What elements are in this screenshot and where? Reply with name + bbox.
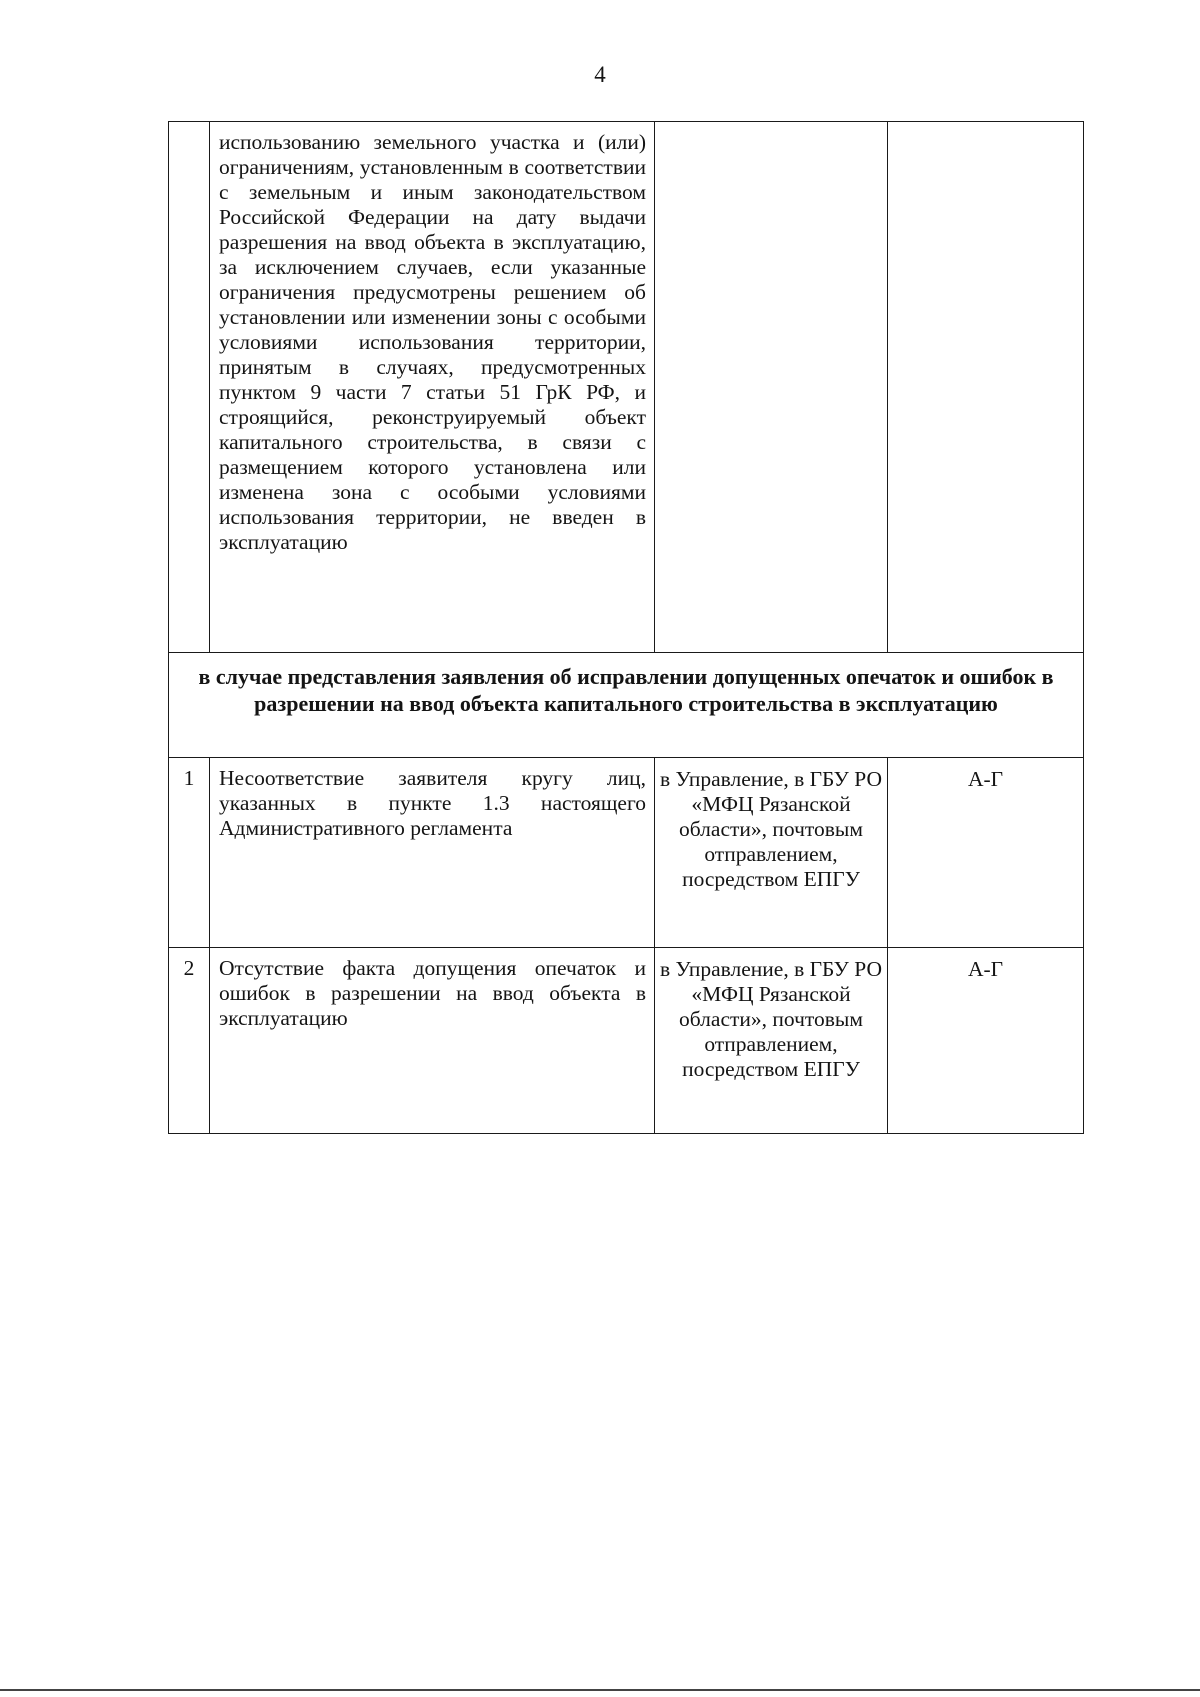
section-row bbox=[169, 653, 1084, 758]
refusal-grounds-table bbox=[168, 121, 1084, 1134]
row-number-cell bbox=[169, 122, 210, 653]
submission-place-cell: в Управление, в ГБУ РО «МФЦ Рязанской области», почтовым отправлением, посредством ЕПГУ bbox=[655, 758, 888, 948]
table-row bbox=[169, 948, 1084, 1134]
reason-cell: использованию земельного участка и (или) ограничениям, установленным в соответствии с земельным и иным законодательством Российской Федерации на дату выдачи разрешения на ввод объекта в эксплуатацию, за исключением случаев, если указанные ограничения предусмотрены решением об установлении или изменении зоны с особыми условиями использования территории, принятым в случаях, предусмотренных пунктом 9 части 7 статьи 51 ГрК РФ, и строящийся, реконструируемый объект капитального строительства, в связи с размещением которого установлена или изменена зона с особыми условиями использования территории, не введен в эксплуатацию bbox=[210, 122, 655, 653]
actions-cell bbox=[888, 122, 1084, 653]
submission-place-cell bbox=[655, 122, 888, 653]
row-number: 1 bbox=[169, 758, 210, 948]
bottom-border-line bbox=[0, 1689, 1200, 1691]
section-heading: в случае представления заявления об исправлении допущенных опечаток и ошибок в разрешении на ввод объекта капитального строительства в эксплуатацию bbox=[169, 653, 1084, 758]
reason-cell: Отсутствие факта допущения опечаток и ошибок в разрешении на ввод объекта в эксплуатацию bbox=[210, 948, 655, 1134]
table-row bbox=[169, 758, 1084, 948]
table-row bbox=[169, 122, 1084, 653]
row-number: 2 bbox=[169, 948, 210, 1134]
page-number: 4 bbox=[594, 62, 606, 87]
actions-cell: А-Г bbox=[888, 948, 1084, 1134]
reason-cell: Несоответствие заявителя кругу лиц, указанных в пункте 1.3 настоящего Административного регламента bbox=[210, 758, 655, 948]
actions-cell: А-Г bbox=[888, 758, 1084, 948]
submission-place-cell: в Управление, в ГБУ РО «МФЦ Рязанской области», почтовым отправлением, посредством ЕПГУ bbox=[655, 948, 888, 1134]
